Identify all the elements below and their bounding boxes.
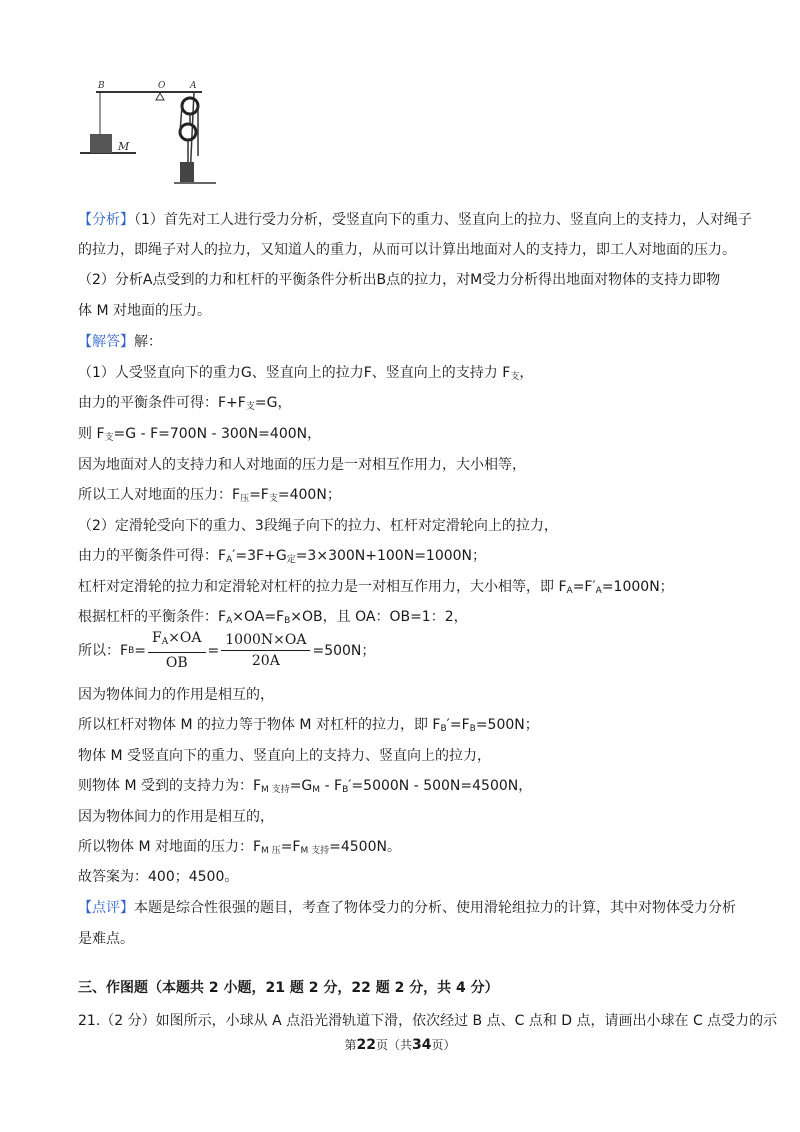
answer-line-1: （1）人受竖直向下的重力G、竖直向上的拉力F、竖直向上的支持力 $F_支$， [78, 365, 534, 382]
fraction-fa-oa-over-ob: $\frac{F_A\times OA}{OB}$ [148, 628, 206, 673]
answer-line-15: 因为物体间力的作用是相互的， [78, 809, 274, 825]
section-3-title: 三、作图题（本题共 2 小题，21 题 2 分，22 题 2 分，共 4 分） [78, 980, 499, 996]
fixed-pulley [182, 98, 198, 114]
comment-line-1: 【点评】本题是综合性很强的题目，考查了物体受力的分析、使用滑轮组拉力的计算，其中对物体受力分析 [78, 900, 736, 916]
comment-line-2: 是难点。 [78, 931, 134, 947]
label-o: O [158, 81, 166, 91]
answer-line-13: 物体 M 受竖直向下的重力、竖直向上的支持力、竖直向上的拉力， [78, 748, 491, 764]
analysis-tag: 【分析】 [78, 212, 134, 228]
hanging-weight [180, 162, 194, 182]
current-page-number: 22 [356, 1037, 376, 1053]
answer-heading: 【解答】解： [78, 334, 162, 350]
label-m: M [118, 140, 130, 153]
answer-line-10-fraction: 所以：F B = $\frac{F_A\times OA}{OB}$ = $\frac{1000N\times OA}{20A}$ =500N； [78, 630, 376, 671]
answer-line-4: 因为地面对人的支持力和人对地面的压力是一对相互作用力，大小相等， [78, 457, 526, 473]
label-a: A [190, 81, 197, 91]
answer-line-12: 所以杠杆对物体 M 的拉力等于物体 M 对杠杆的拉力，即 $F_B'=F_B=500N$； [78, 717, 539, 734]
answer-line-16: 所以物体 M 对地面的压力：$F_{M 压}=F_{M 支持}=4500N$。 [78, 839, 401, 856]
movable-pulley [180, 124, 196, 140]
answer-line-2: 由力的平衡条件可得：$F+F_支=G$， [78, 395, 292, 412]
analysis-line-4: 体 M 对地面的压力。 [78, 303, 211, 319]
answer-line-8: 杠杆对定滑轮的拉力和定滑轮对杠杆的拉力是一对相互作用力，大小相等，即 $F_A=F'_A=1000N$； [78, 579, 674, 596]
analysis-line-1: 【分析】（1）首先对工人进行受力分析，受竖直向下的重力、竖直向上的拉力、竖直向上的支持力，人对绳子 [78, 212, 752, 228]
answer-line-14: 则物体 M 受到的支持力为：$F_{M 支持}=G_M - F_B'=5000N - 500N=4500N$， [78, 778, 533, 795]
answer-line-5: 所以工人对地面的压力：$F_压=F_支=400N$； [78, 487, 341, 504]
label-b: B [98, 81, 105, 91]
page-footer: 第22页（共34页） [344, 1037, 456, 1053]
block-m [90, 134, 112, 153]
answer-line-6: （2）定滑轮受向下的重力、3段绳子向下的拉力、杠杆对定滑轮向上的拉力， [78, 518, 558, 534]
fraction-1000n-oa-over-20a: $\frac{1000N\times OA}{20A}$ [221, 630, 310, 671]
answer-line-9: 根据杠杆的平衡条件：$F_A\times OA=F_B\times OB$，且 OA：OB=1：2， [78, 609, 468, 626]
analysis-line-2: 的拉力，即绳子对人的拉力，又知道人的重力，从而可以计算出地面对人的支持力，即工人对地面的压力。 [78, 242, 736, 258]
answer-line-7: 由力的平衡条件可得：$F_A'=3F+G_定=3\times 300N+100N=1000N$； [78, 548, 487, 565]
answer-line-3: 则 $F_支=G - F=700N - 300N=400N$， [78, 426, 322, 443]
total-page-number: 34 [412, 1037, 432, 1053]
comment-tag: 【点评】 [78, 900, 134, 916]
answer-line-11: 因为物体间力的作用是相互的， [78, 687, 274, 703]
analysis-line-3: （2）分析A点受到的力和杠杆的平衡条件分析出B点的拉力，对M受力分析得出地面对物体的支持力即物 [78, 272, 721, 288]
lever-pulley-figure [78, 78, 238, 188]
fulcrum [156, 93, 164, 100]
question-21: 21.（2 分）如图所示，小球从 A 点沿光滑轨道下滑，依次经过 B 点、C 点和 D 点，请画出小球在 C 点受力的示 [78, 1013, 778, 1029]
answer-line-17: 故答案为：400；4500。 [78, 869, 239, 885]
answer-tag: 【解答】 [78, 334, 134, 350]
